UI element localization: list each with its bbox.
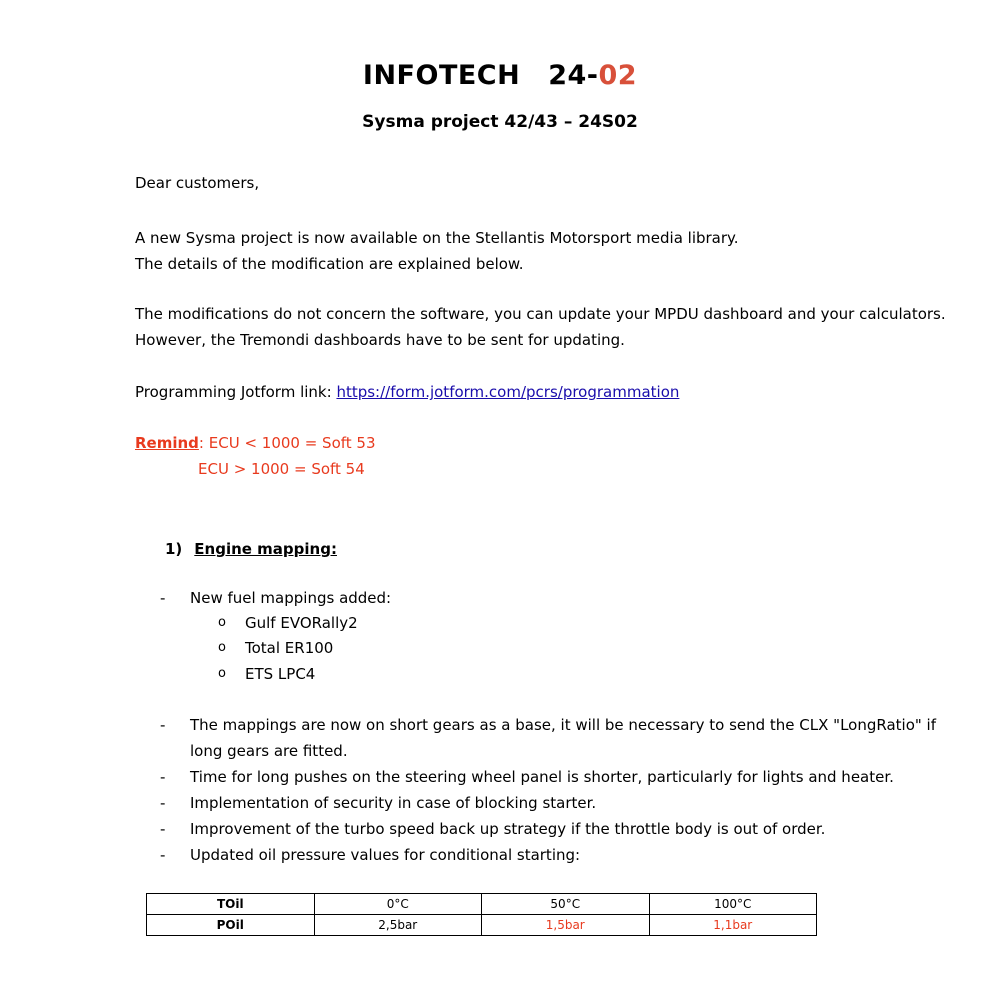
bullet-text: The mappings are now on short gears as a base, it will be necessary to send the CLX "LongRatio" if [190, 716, 936, 734]
bullet-dash: - [160, 716, 166, 734]
table-cell: 2,5bar [314, 915, 482, 936]
jotform-link[interactable]: https://form.jotform.com/pcrs/programmation [336, 383, 680, 401]
table-row [147, 894, 817, 915]
bullet-text: Improvement of the turbo speed back up strategy if the throttle body is out of order. [190, 820, 826, 838]
fuel-item: ETS LPC4 [245, 665, 316, 683]
table-cell: 1,5bar [482, 915, 650, 936]
bullet-dash: - [160, 794, 166, 812]
table-cell: 0°C [314, 894, 482, 915]
modifications-line-1: The modifications do not concern the software, you can update your MPDU dashboard and your calculators. [135, 305, 946, 323]
table-cell: POil [147, 915, 315, 936]
sub-bullet: o [218, 640, 226, 655]
fuel-intro: New fuel mappings added: [190, 589, 392, 607]
remind-label: Remind [135, 434, 199, 452]
document-title [0, 60, 1000, 91]
bullet-text: long gears are fitted. [190, 742, 348, 760]
sub-bullet: o [218, 615, 226, 630]
intro-line-1: A new Sysma project is now available on the Stellantis Motorsport media library. [135, 229, 739, 247]
fuel-item: Gulf EVORally2 [245, 614, 358, 632]
jotform-link-label: Programming Jotform link: [135, 383, 337, 401]
bullet-text: Time for long pushes on the steering wheel panel is shorter, particularly for lights and heater. [190, 768, 894, 786]
modifications-line-2: However, the Tremondi dashboards have to be sent for updating. [135, 331, 625, 349]
remind-line-1 [135, 430, 376, 456]
bullet-text: Updated oil pressure values for conditional starting: [190, 846, 581, 864]
bullet-dash: - [160, 846, 166, 864]
section-engine-mapping-heading [165, 536, 337, 562]
title-number-suffix: 02 [598, 60, 638, 91]
fuel-item: Total ER100 [245, 639, 334, 657]
section-title: Engine mapping: [194, 540, 337, 558]
table-cell: 50°C [482, 894, 650, 915]
bullet-text: Implementation of security in case of blocking starter. [190, 794, 597, 812]
jotform-link-paragraph [135, 379, 679, 405]
greeting: Dear customers, [135, 174, 260, 192]
table-row [147, 915, 817, 936]
table-cell: 1,1bar [649, 915, 817, 936]
bullet-dash: - [160, 820, 166, 838]
title-number-prefix: 24- [548, 60, 599, 91]
bullet-dash: - [160, 768, 166, 786]
bullet-dash: - [160, 589, 166, 607]
oil-pressure-table [146, 893, 817, 936]
sub-bullet: o [218, 666, 226, 681]
table-cell: TOil [147, 894, 315, 915]
title-main: INFOTECH [362, 60, 521, 91]
document-subtitle: Sysma project 42/43 – 24S02 [362, 112, 638, 132]
remind-ecu-high: ECU > 1000 = Soft 54 [198, 460, 365, 478]
table-cell: 100°C [649, 894, 817, 915]
intro-line-2: The details of the modification are explained below. [135, 255, 524, 273]
remind-ecu-low: : ECU < 1000 = Soft 53 [198, 434, 376, 452]
section-number: 1) [165, 540, 183, 558]
